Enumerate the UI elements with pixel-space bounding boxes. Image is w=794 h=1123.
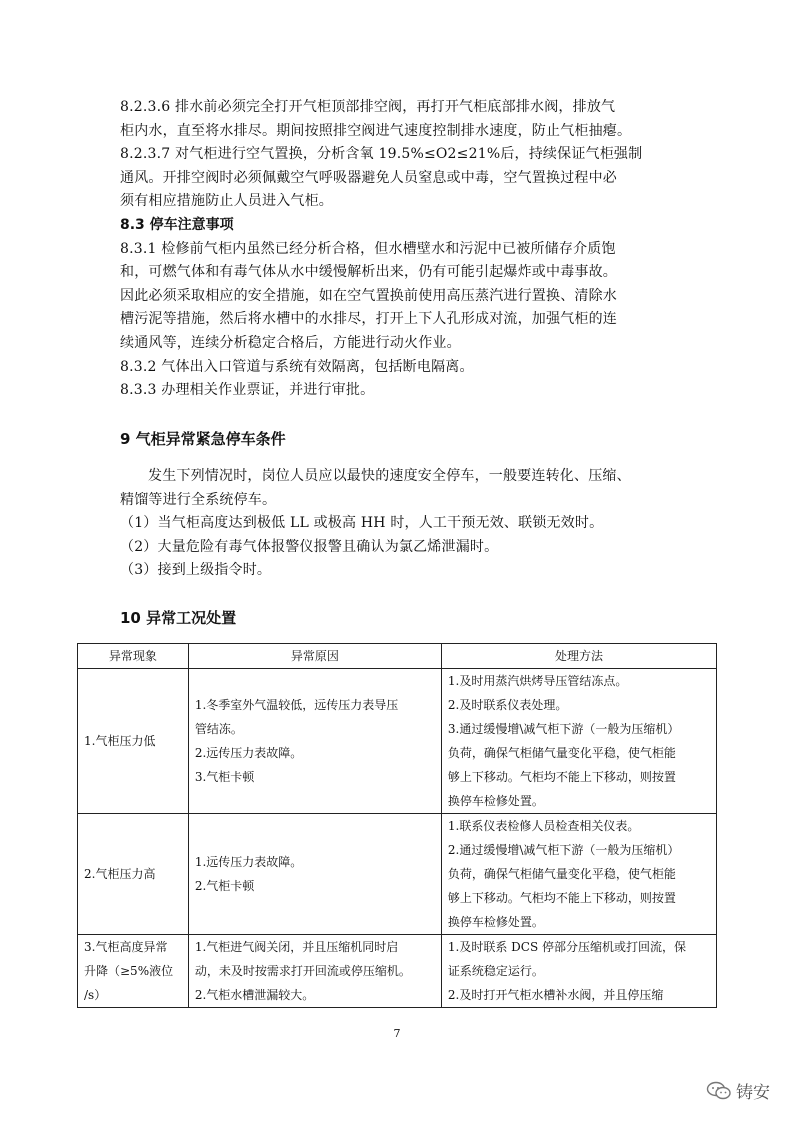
section-8-3-heading: 8.3 停车注意事项 <box>120 216 234 233</box>
cell-line: 3.通过缓慢增\减气柜下游（一般为压缩机） <box>447 722 680 736</box>
paragraph-line: 8.3.1 检修前气柜内虽然已经分析合格，但水槽壁水和污泥中已被所储存介质饱 <box>120 240 616 257</box>
cell-line: 1.联系仪表检修人员检查相关仪表。 <box>447 819 640 833</box>
method-cell <box>441 814 716 935</box>
page-number: 7 <box>393 1027 401 1040</box>
paragraph-line: 通风。开排空阀时必须佩戴空气呼吸器避免人员窒息或中毒，空气置换过程中必 <box>120 169 617 186</box>
paragraph-line: 须有相应措施防止人员进入气柜。 <box>120 193 333 210</box>
paragraph-line: 柜内水，直至将水排尽。期间按照排空阀进气速度控制排水速度，防止气柜抽瘪。 <box>120 122 632 139</box>
cell-line: 负荷，确保气柜储气量变化平稳，使气柜能 <box>447 867 676 881</box>
method-cell <box>441 935 716 1008</box>
cell-line: 2.气柜水槽泄漏较大。 <box>194 988 315 1002</box>
watermark <box>706 1078 770 1103</box>
cell-line: 2.远传压力表故障。 <box>194 746 303 760</box>
table-row <box>78 814 717 935</box>
table-row <box>78 669 717 814</box>
body-text-upper <box>120 96 686 403</box>
paragraph-line: 发生下列情况时，岗位人员应以最快的速度安全停车，一般要连转化、压缩、 <box>148 468 631 484</box>
list-item: （1）当气柜高度达到极低 LL 或极高 HH 时，人工干预无效、联锁无效时。 <box>120 515 604 532</box>
cell-line: 够上下移动。气柜均不能上下移动，则按置 <box>447 770 676 784</box>
cell-line: 证系统稳定运行。 <box>447 964 544 978</box>
cell-line: 2.及时打开气柜水槽补水阀，并且停压缩 <box>447 988 664 1002</box>
cell-line: 2.通过缓慢增\减气柜下游（一般为压缩机） <box>447 843 680 857</box>
cell-line: 1.气柜进气阀关闭，并且压缩机同时启 <box>194 940 399 954</box>
paragraph-line: 8.2.3.6 排水前必须完全打开气柜顶部排空阀，再打开气柜底部排水阀，排放气 <box>120 99 616 115</box>
paragraph-line: 槽污泥等措施，然后将水槽中的水排尽，打开上下人孔形成对流，加强气柜的连 <box>120 311 617 328</box>
paragraph-line: 和，可燃气体和有毒气体从水中缓慢解析出来，仍有可能引起爆炸或中毒事故。 <box>120 264 617 281</box>
phenomenon-cell <box>78 814 189 935</box>
cell-line: 动，未及时按需求打开回流或停压缩机。 <box>194 964 411 978</box>
list-item: （3）接到上级指令时。 <box>120 562 272 579</box>
cell-line: 换停车检修处置。 <box>447 794 544 808</box>
body-text-section-9 <box>120 465 686 583</box>
wechat-icon <box>706 1081 732 1101</box>
watermark-text: 铸安 <box>736 1083 770 1103</box>
cause-cell <box>188 814 441 935</box>
cell-line: 管结冻。 <box>194 722 243 736</box>
paragraph-line: 8.3.2 气体出入口管道与系统有效隔离，包括断电隔离。 <box>120 358 474 375</box>
cause-cell <box>188 935 441 1008</box>
table-row <box>78 935 717 1008</box>
paragraph-line: 续通风等，连续分析稳定合格后，方能进行动火作业。 <box>120 334 461 351</box>
cell-line: 1.气柜压力低 <box>84 734 156 748</box>
cell-line: 2.及时联系仪表处理。 <box>447 698 568 712</box>
cell-line: 负荷，确保气柜储气量变化平稳，使气柜能 <box>447 746 676 760</box>
column-header: 异常现象 <box>78 644 189 669</box>
cell-line: 1.及时用蒸汽烘烤导压管结冻点。 <box>447 674 628 688</box>
cause-cell <box>188 669 441 814</box>
cell-line: /s） <box>84 988 107 1002</box>
cell-line: 2.气柜卡顿 <box>194 879 255 893</box>
column-header: 处理方法 <box>441 644 716 669</box>
section-9-heading: 9 气柜异常紧急停车条件 <box>120 430 286 448</box>
cell-line: 1.远传压力表故障。 <box>194 855 303 869</box>
paragraph-line: 8.3.3 办理相关作业票证，并进行审批。 <box>120 382 375 399</box>
cell-line: 3.气柜高度异常 <box>84 940 168 954</box>
cell-line: 换停车检修处置。 <box>447 915 544 929</box>
cell-line: 够上下移动。气柜均不能上下移动，则按置 <box>447 891 676 905</box>
phenomenon-cell <box>78 935 189 1008</box>
cell-line: 1.及时联系 DCS 停部分压缩机或打回流，保 <box>447 940 686 954</box>
cell-line: 2.气柜压力高 <box>84 867 156 881</box>
method-cell <box>441 669 716 814</box>
table-header-row <box>78 644 717 669</box>
paragraph-line: 8.2.3.7 对气柜进行空气置换，分析含氧 19.5%≤O2≤21%后，持续保证气柜强制 <box>120 146 643 163</box>
list-item: （2）大量危险有毒气体报警仪报警且确认为氯乙烯泄漏时。 <box>120 538 499 555</box>
paragraph-line: 精馏等进行全系统停车。 <box>120 491 277 508</box>
cell-line: 升降（≥5%液位 <box>84 964 174 978</box>
section-10-heading: 10 异常工况处置 <box>120 609 237 627</box>
phenomenon-cell <box>78 669 189 814</box>
column-header: 异常原因 <box>188 644 441 669</box>
cell-line: 1.冬季室外气温较低，远传压力表导压 <box>194 698 399 712</box>
abnormal-handling-table <box>77 643 717 1008</box>
paragraph-line: 因此必须采取相应的安全措施，如在空气置换前使用高压蒸汽进行置换、清除水 <box>120 287 617 304</box>
cell-line: 3.气柜卡顿 <box>194 770 255 784</box>
